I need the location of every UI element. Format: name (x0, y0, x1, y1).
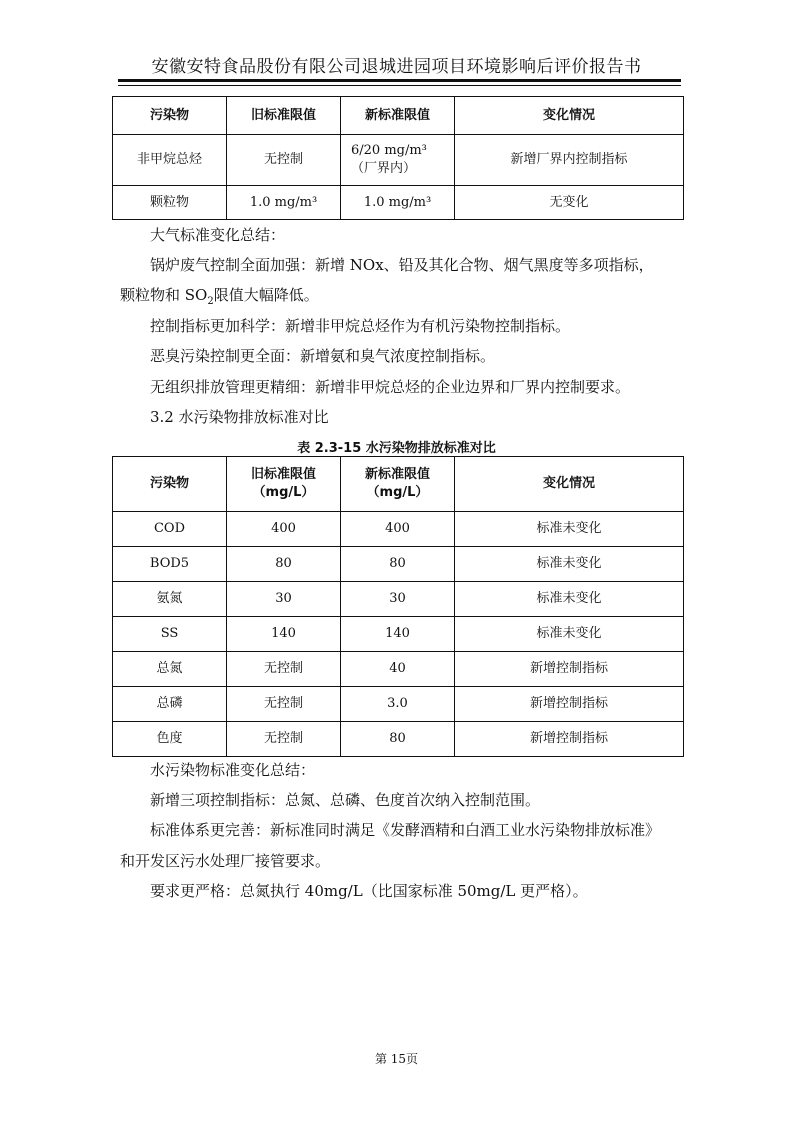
table-caption: 表 2.3-15 水污染物排放标准对比 (297, 441, 496, 456)
table-cell: 新增控制指标 (455, 687, 684, 722)
column-header (341, 457, 455, 512)
table-cell: 新增控制指标 (455, 652, 684, 687)
table-cell: 1.0 mg/m³ (341, 186, 455, 220)
header-line: 新标准限值 (364, 467, 430, 482)
table-cell: COD (113, 512, 227, 547)
text-span: 颗粒物和 SO (120, 286, 208, 304)
table-cell: SS (113, 617, 227, 652)
table-cell: 80 (341, 547, 455, 582)
paragraph-continuation: 和开发区污水处理厂接管要求。 (120, 852, 331, 870)
section-heading: 3.2 水污染物排放标准对比 (150, 408, 329, 426)
paragraph: 恶臭污染控制更全面：新增氨和臭气浓度控制指标。 (150, 347, 496, 365)
table-cell: BOD5 (113, 547, 227, 582)
table-cell: 40 (341, 652, 455, 687)
column-header: 变化情况 (455, 457, 684, 512)
paragraph-continuation (120, 286, 690, 311)
header-line: 旧标准限值 (250, 467, 316, 482)
table-cell: 色度 (113, 722, 227, 757)
table-cell: 颗粒物 (113, 186, 227, 220)
table-cell: 6/20 mg/m³ （厂界内） (341, 135, 455, 186)
table-row (113, 722, 684, 757)
table-row (113, 687, 684, 722)
water-summary-heading: 水污染物标准变化总结： (150, 761, 316, 779)
table-cell: 氨氮 (113, 582, 227, 617)
table-cell: 总磷 (113, 687, 227, 722)
table-cell: 140 (341, 617, 455, 652)
document-header-title: 安徽安特食品股份有限公司退城进园项目环境影响后评价报告书 (151, 57, 642, 77)
paragraph: 控制指标更加科学：新增非甲烷总烃作为有机污染物控制指标。 (150, 317, 571, 335)
table-cell: 400 (227, 512, 341, 547)
paragraph: 无组织排放管理更精细：新增非甲烷总烃的企业边界和厂界内控制要求。 (150, 378, 631, 396)
table-cell: 标准未变化 (455, 547, 684, 582)
table-header-row (113, 457, 684, 512)
table-cell: 新增控制指标 (455, 722, 684, 757)
table-cell: 标准未变化 (455, 617, 684, 652)
table-cell: 非甲烷总烃 (113, 135, 227, 186)
table-row (113, 582, 684, 617)
column-header: 变化情况 (455, 97, 684, 135)
table-row (113, 135, 684, 186)
header-rule-thick (118, 79, 681, 82)
column-header: 旧标准限值 (227, 97, 341, 135)
table-header-row (113, 97, 684, 135)
table-cell: 无变化 (455, 186, 684, 220)
table-cell: 400 (341, 512, 455, 547)
table-cell: 无控制 (227, 135, 341, 186)
paragraph: 新增三项控制指标：总氮、总磷、色度首次纳入控制范围。 (150, 791, 541, 809)
header-line: （mg/L） (252, 485, 315, 500)
subscript: 2 (207, 296, 214, 307)
table-cell: 无控制 (227, 722, 341, 757)
table-row (113, 652, 684, 687)
table-cell: 30 (341, 582, 455, 617)
paragraph: 要求更严格：总氮执行 40mg/L（比国家标准 50mg/L 更严格）。 (150, 882, 588, 900)
header-line: （mg/L） (366, 485, 429, 500)
column-header (227, 457, 341, 512)
table-cell: 140 (227, 617, 341, 652)
column-header: 新标准限值 (341, 97, 455, 135)
table-row (113, 512, 684, 547)
table-cell: 80 (227, 547, 341, 582)
page-number: 第 15页 (374, 1052, 419, 1066)
table-cell: 3.0 (341, 687, 455, 722)
paragraph: 标准体系更完善：新标准同时满足《发酵酒精和白酒工业水污染物排放标准》 (150, 821, 661, 839)
table-cell: 无控制 (227, 687, 341, 722)
paragraph: 锅炉废气控制全面加强：新增 NOx、铅及其化合物、烟气黑度等多项指标， (150, 256, 654, 274)
table-row (113, 547, 684, 582)
table-cell: 无控制 (227, 652, 341, 687)
table-row (113, 186, 684, 220)
table-cell: 总氮 (113, 652, 227, 687)
column-header: 污染物 (113, 97, 227, 135)
air-summary-heading: 大气标准变化总结： (150, 226, 286, 244)
table-row (113, 617, 684, 652)
table-cell: 1.0 mg/m³ (227, 186, 341, 220)
water-standards-table (112, 456, 684, 757)
table-cell: 标准未变化 (455, 582, 684, 617)
header-rule-thin (118, 85, 681, 86)
column-header: 污染物 (113, 457, 227, 512)
table-cell: 标准未变化 (455, 512, 684, 547)
air-standards-table (112, 96, 684, 220)
table-cell: 80 (341, 722, 455, 757)
text-span: 限值大幅降低。 (213, 286, 319, 304)
table-cell: 新增厂界内控制指标 (455, 135, 684, 186)
table-cell: 30 (227, 582, 341, 617)
